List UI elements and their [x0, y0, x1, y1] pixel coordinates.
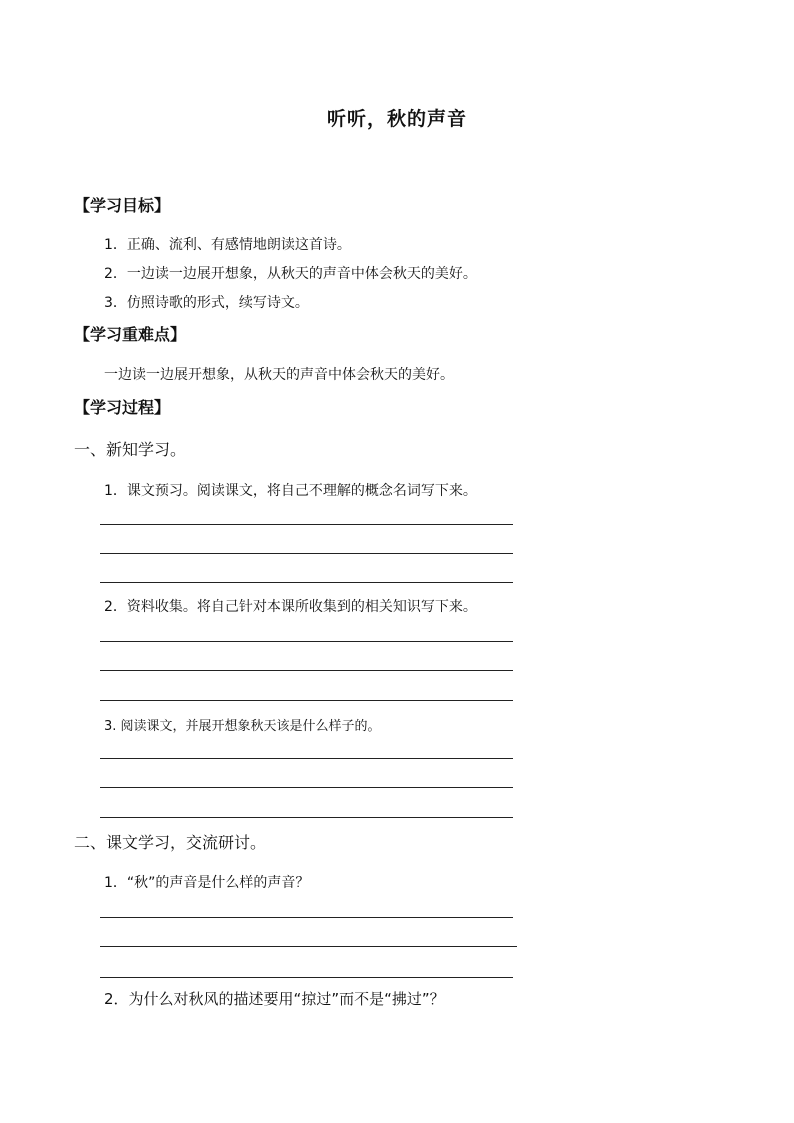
section1-question-1: 1．课文预习。阅读课文，将自己不理解的概念名词写下来。	[104, 483, 477, 499]
answer-line	[100, 917, 513, 918]
key-points-heading: 【学习重难点】	[74, 325, 187, 344]
goals-heading: 【学习目标】	[74, 196, 171, 215]
key-points-text: 一边读一边展开想象，从秋天的声音中体会秋天的美好。	[104, 367, 454, 383]
answer-line	[100, 977, 513, 978]
goal-item-3: 3．仿照诗歌的形式，续写诗文。	[104, 295, 309, 311]
section2-question-1: 1．“秋”的声音是什么样的声音？	[104, 875, 310, 891]
process-heading: 【学习过程】	[74, 398, 171, 417]
answer-line	[100, 787, 513, 788]
goal-item-1: 1．正确、流利、有感情地朗读这首诗。	[104, 237, 351, 253]
answer-line	[100, 758, 513, 759]
answer-line	[100, 524, 513, 525]
answer-line	[100, 582, 513, 583]
goal-item-2: 2．一边读一边展开想象，从秋天的声音中体会秋天的美好。	[104, 266, 477, 282]
section1-title: 一、新知学习。	[74, 440, 187, 459]
answer-line	[100, 946, 517, 947]
section2-question-2: 2．为什么对秋风的描述要用“掠过”而不是“拂过”？	[104, 990, 445, 1008]
answer-line	[100, 700, 513, 701]
answer-line	[100, 553, 513, 554]
page-title: 听听，秋的声音	[326, 108, 467, 130]
answer-line	[100, 817, 513, 818]
section2-title: 二、课文学习，交流研讨。	[74, 833, 267, 852]
answer-line	[100, 670, 513, 671]
section1-question-3: 3. 阅读课文，并展开想象秋天该是什么样子的。	[104, 719, 381, 734]
section1-question-2: 2．资料收集。将自己针对本课所收集到的相关知识写下来。	[104, 599, 477, 615]
answer-line	[100, 641, 513, 642]
